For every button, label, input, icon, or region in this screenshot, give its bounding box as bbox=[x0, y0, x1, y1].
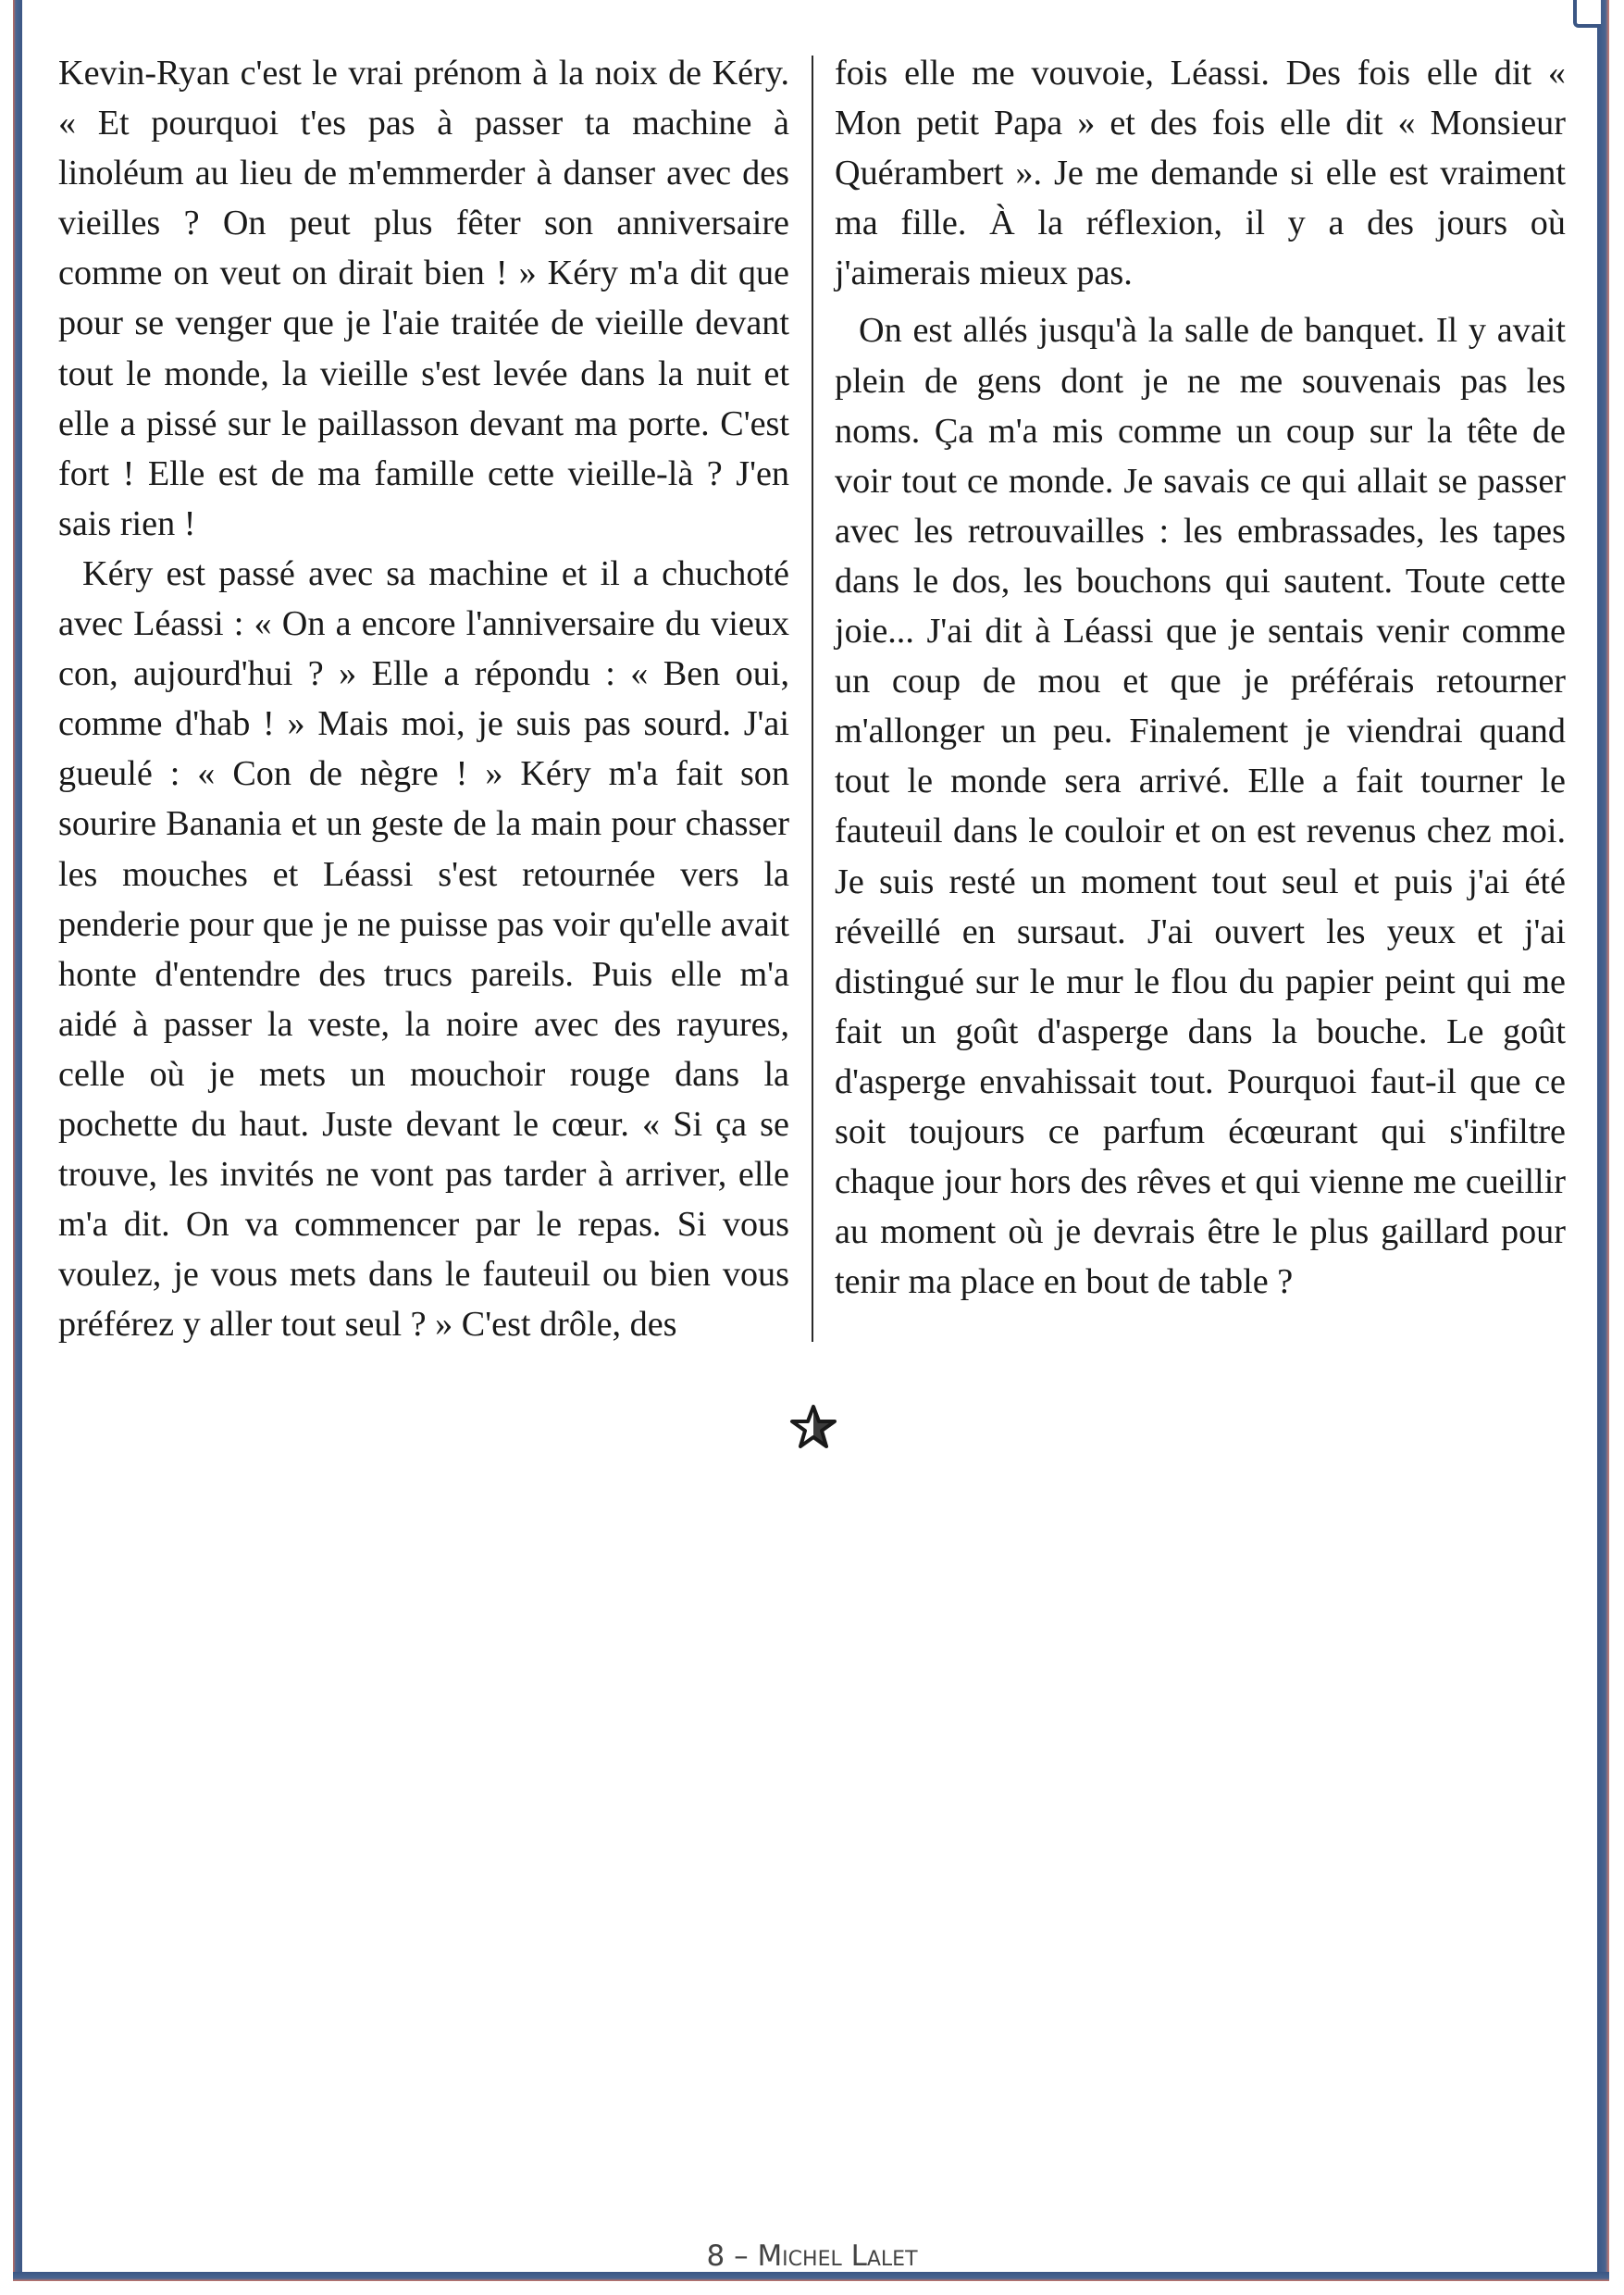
right-paragraph-2: On est allés jusqu'à la salle de banquet. Il y avait plein de gens dont je ne me souvenais pas les noms. Ça m'a mis comme un coup sur la tête de voir tout ce monde. Je savais ce qui allait se passer avec les retrouvailles : les embrassades, les tapes dans le dos, les bouchons qui sautent. Toute cette joie... J'ai dit à Léassi que je sentais venir comme un coup de mou et que je préférais retourner m'allonger un peu. Finalement je viendrai quand tout le monde sera arrivé. Elle a fait tourner le fauteuil dans le couloir et on est revenus chez moi. Je suis resté un moment tout seul et puis j'ai été réveillé en sursaut. J'ai ouvert les yeux et j'ai distingué sur le mur le flou du papier peint qui me fait un goût d'asperge dans la bouche. Le goût d'asperge envahissait tout. Pourquoi faut-il que ce soit toujours ce parfum écœurant qui s'infiltre chaque jour hors des rêves et qui vienne me cueillir au moment où je devrais être le plus gaillard pour tenir ma place en bout de table ? bbox=[835, 311, 1566, 1302]
left-text-column bbox=[58, 48, 789, 1349]
author-name: Michel Lalet bbox=[757, 2239, 918, 2273]
right-paragraph-1: fois elle me vouvoie, Léassi. Des fois elle dit « Mon petit Papa » et des fois elle dit « Monsieur Quérambert ». Je me demande si elle est vraiment ma fille. À la réflexion, il y a des jours où j'aimerais mieux pas. bbox=[835, 54, 1566, 293]
footer-separator: – bbox=[734, 2239, 749, 2273]
left-paragraph-1: Kevin-Ryan c'est le vrai prénom à la noix de Kéry. « Et pourquoi t'es pas à passer ta machine à linoléum au lieu de m'emmerder à danser avec des vieilles ? On peut plus fêter son anniversaire comme on veut on dirait bien ! » Kéry m'a dit que pour se venger que je l'aie traitée de vieille devant tout le monde, la vieille s'est levée dans la nuit et elle a pissé sur le paillasson devant ma porte. C'est fort ! Elle est de ma famille cette vieille-là ? J'en sais rien ! bbox=[58, 54, 789, 543]
page-footer bbox=[0, 2239, 1624, 2273]
left-page-border bbox=[13, 0, 22, 2281]
star-icon bbox=[788, 1402, 838, 1452]
page-number: 8 bbox=[706, 2239, 725, 2273]
right-text-column bbox=[835, 48, 1566, 1307]
right-page-border bbox=[1597, 0, 1609, 2276]
frame-corner-notch bbox=[1573, 0, 1601, 28]
column-divider bbox=[812, 56, 813, 1342]
left-paragraph-2: Kéry est passé avec sa machine et il a chuchoté avec Léassi : « On a encore l'anniversaire du vieux con, aujourd'hui ? » Elle a répondu : « Ben oui, comme d'hab ! » Mais moi, je suis pas sourd. J'ai gueulé : « Con de nègre ! » Kéry m'a fait son sourire Banania et un geste de la main pour chasser les mouches et Léassi s'est retournée vers la penderie pour que je ne puisse pas voir qu'elle avait honte d'entendre des trucs pareils. Puis elle m'a aidé à passer la veste, la noire avec des rayures, celle où je mets un mouchoir rouge dans la pochette du haut. Juste devant le cœur. « Si ça se trouve, les invités ne vont pas tarder à arriver, elle m'a dit. On va commencer par le repas. Si vous voulez, je vous mets dans le fauteuil ou bien vous préférez y aller tout seul ? » C'est drôle, des bbox=[58, 553, 789, 1345]
bottom-page-border bbox=[13, 2272, 1609, 2281]
